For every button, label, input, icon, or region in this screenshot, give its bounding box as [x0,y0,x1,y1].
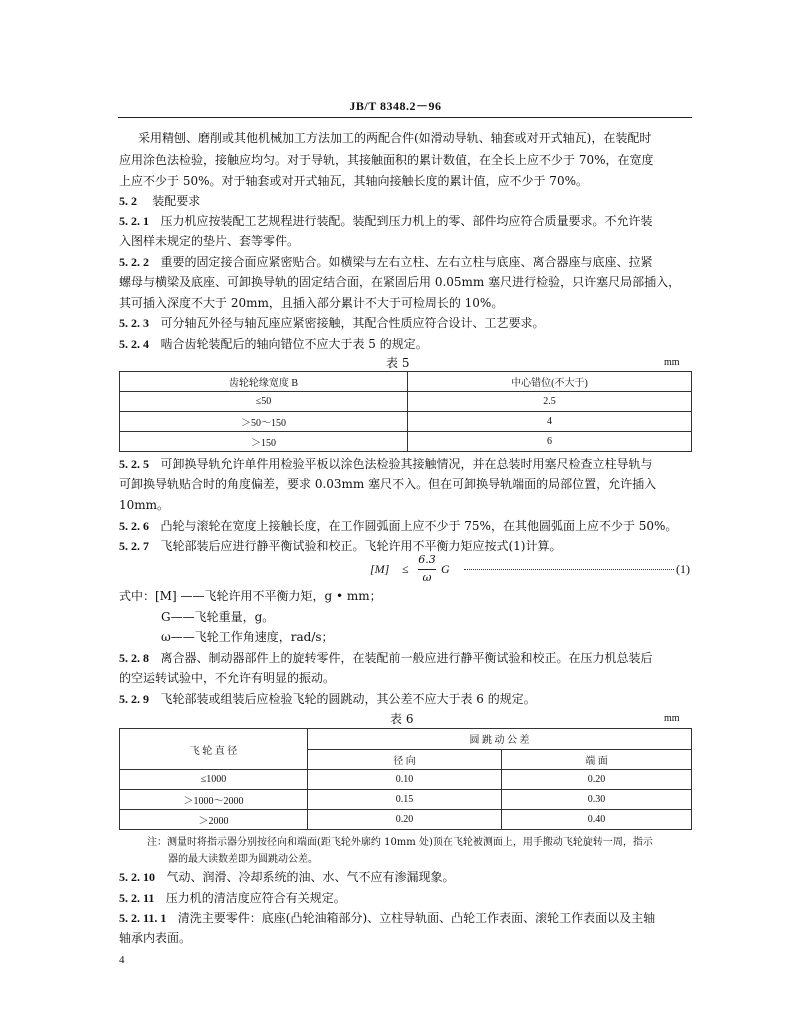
header-cell: 端 面 [502,749,692,770]
table-cell: ≤1000 [120,770,308,790]
paragraph-line: 其可插入深度不大于 20mm，且插入部分累计不大于可检周长的 10%。 [119,296,504,310]
clause-5-2-2 [119,255,652,270]
table-cell: 0.20 [308,810,502,830]
section-number: 5. 2 [119,194,137,208]
clause-number: 5. 2. 9 [119,692,149,706]
section-title: 装配要求 [152,194,201,208]
clause-number: 5. 2. 10 [119,870,155,884]
clause-5-2-3 [119,316,544,331]
table-cell: 0.40 [502,810,692,830]
header-cell: 齿轮轮缘宽度 B [120,372,408,392]
standard-header: JB/T 8348.2－96 [349,99,442,113]
paragraph-line: 采用精刨、磨削或其他机械加工方法加工的两配合件(如滑动导轨、轴套或对开式轴瓦)，在装配时 [138,131,652,145]
clause-5-2-9 [119,692,536,707]
header-rule [118,117,692,118]
table-6-caption: 表 6 [390,712,414,726]
clause-text: 清洗主要零件：底座(凸轮油箱部分)、立柱导轨面、凸轮工作表面、滚轮工作表面以及主轴 [177,911,656,925]
table-row [120,770,692,790]
table-cell: ＞50～150 [120,412,408,432]
clause-text: 压力机的清洁度应符合有关规定。 [165,891,346,905]
table-row [120,810,692,830]
clause-text: 飞轮部装后应进行静平衡试验和校正。飞轮许用不平衡力矩应按式(1)计算。 [160,539,562,553]
table-5-unit: mm [664,357,680,368]
clause-5-2-7 [119,539,561,554]
table-cell: 0.20 [502,770,692,790]
formula-denominator: ω [422,571,432,584]
paragraph-line: 轴承内表面。 [119,931,192,945]
clause-5-2-4 [119,337,428,352]
clause-number: 5. 2. 3 [119,316,149,330]
clause-text: 气动、润滑、冷却系统的油、水、气不应有渗漏现象。 [166,870,455,884]
table-cell: 2.5 [408,392,692,412]
clause-number: 5. 2. 4 [119,337,149,351]
clause-number: 5. 2. 11. 1 [119,911,167,925]
paragraph-line: 的空运转试验中，不允许有明显的振动。 [119,671,336,685]
clause-text: 凸轮与滚轮在宽度上接触长度，在工作圆弧面上应不少于 75%，在其他圆弧面上应不少于 50%。 [160,519,678,533]
clause-5-2-1 [119,214,652,229]
formula-symbol-m: [M] [370,562,390,576]
table-cell: ＞1000～2000 [120,790,308,810]
clause-number: 5. 2. 11 [119,891,155,905]
clause-number: 5. 2. 5 [119,457,149,471]
equation-number: (1) [676,562,690,576]
table-cell: 6 [408,432,692,452]
where-line: ω——飞轮工作角速度，rad/s； [161,630,334,644]
clause-number: 5. 2. 2 [119,255,149,269]
clause-number: 5. 2. 1 [119,214,149,228]
section-heading [119,194,200,209]
table-cell: 0.10 [308,770,502,790]
clause-text: 压力机应按装配工艺规程进行装配。装配到压力机上的零、部件均应符合质量要求。不允许装 [160,214,653,228]
clause-5-2-8 [119,651,652,666]
where-line: 式中：[M] ——飞轮许用不平衡力矩，g • mm； [119,589,382,603]
table-cell: ≤50 [120,392,408,412]
clause-5-2-11-1 [119,911,655,926]
clause-text: 飞轮部装或组装后应检验飞轮的圆跳动，其公差不应大于表 6 的规定。 [160,692,536,706]
table-6 [119,728,692,830]
header-cell: 飞 轮 直 径 [120,729,308,770]
formula-leq: ≤ [402,562,409,576]
table-note: 注：测量时将指示器分别按径向和端面(距飞轮外廓约 10mm 处)顶在飞轮被测面上，用手搬动飞轮旋转一周，指示 [147,837,653,848]
paragraph-line: 可卸换导轨贴合时的角度偏差，要求 0.03mm 塞尺不入。但在可卸换导轨端面的局部位置，允许插入 [119,477,657,491]
clause-number: 5. 2. 8 [119,651,149,665]
clause-number: 5. 2. 7 [119,539,149,553]
table-note: 器的最大读数差即为圆跳动公差。 [168,854,318,865]
paragraph-line: 螺母与横梁及底座、可卸换导轨的固定结合面，在紧固后用 0.05mm 塞尺进行检验，只许塞尺局部插入， [119,275,681,289]
header-cell: 中心错位(不大于) [408,372,692,392]
table-cell: ＞150 [120,432,408,452]
paragraph-line: 上应不少于 50%。对于轴套或对开式轴瓦，其轴向接触长度的累计值，应不少于 70%。 [119,174,588,188]
formula-lhs [370,562,389,577]
clause-5-2-5 [119,457,652,472]
paragraph-line: 应用涂色法检验，接触应均匀。对于导轨，其接触面积的累计数值，在全长上应不少于 70%，在宽度 [119,153,654,167]
table-row [120,392,692,412]
clause-text: 可分轴瓦外径与轴瓦座应紧密接触，其配合性质应符合设计、工艺要求。 [160,316,545,330]
clause-text: 啮合齿轮装配后的轴向错位不应大于表 5 的规定。 [160,337,428,351]
table-6-unit: mm [664,713,680,724]
formula-var-g: G [441,562,450,576]
table-5-caption: 表 5 [386,356,410,370]
where-line: G——飞轮重量，g。 [161,610,275,624]
table-row [120,432,692,452]
header-cell: 径 向 [308,749,502,770]
table-cell: 0.15 [308,790,502,810]
clause-5-2-10 [119,870,454,885]
clause-text: 可卸换导轨允许单件用检验平板以涂色法检验其接触情况，并在总装时用塞尺检查立柱导轨与 [160,457,653,471]
leader-dots [464,569,674,570]
clause-5-2-11 [119,891,346,906]
formula-numerator: 6.3 [418,553,436,566]
table-row [120,412,692,432]
paragraph-line: 10mm。 [119,498,170,512]
table-cell: 4 [408,412,692,432]
table-cell: ＞2000 [120,810,308,830]
table-cell: 0.30 [502,790,692,810]
paragraph-line: 入图样未规定的垫片、套等零件。 [119,234,300,248]
clause-text: 离合器、制动器部件上的旋转零件，在装配前一般应进行静平衡试验和校正。在压力机总装后 [160,651,653,665]
table-header-row [120,729,692,750]
fraction-bar [418,569,436,570]
table-5 [119,371,692,452]
table-row [120,790,692,810]
header-group-cell: 圆 跳 动 公 差 [308,729,692,750]
clause-5-2-6 [119,519,677,534]
clause-text: 重要的固定接合面应紧密贴合。如横梁与左右立柱、左右立柱与底座、离合器座与底座、拉紧 [160,255,653,269]
table-header-row [120,372,692,392]
page-number: 4 [119,954,125,966]
clause-number: 5. 2. 6 [119,519,149,533]
